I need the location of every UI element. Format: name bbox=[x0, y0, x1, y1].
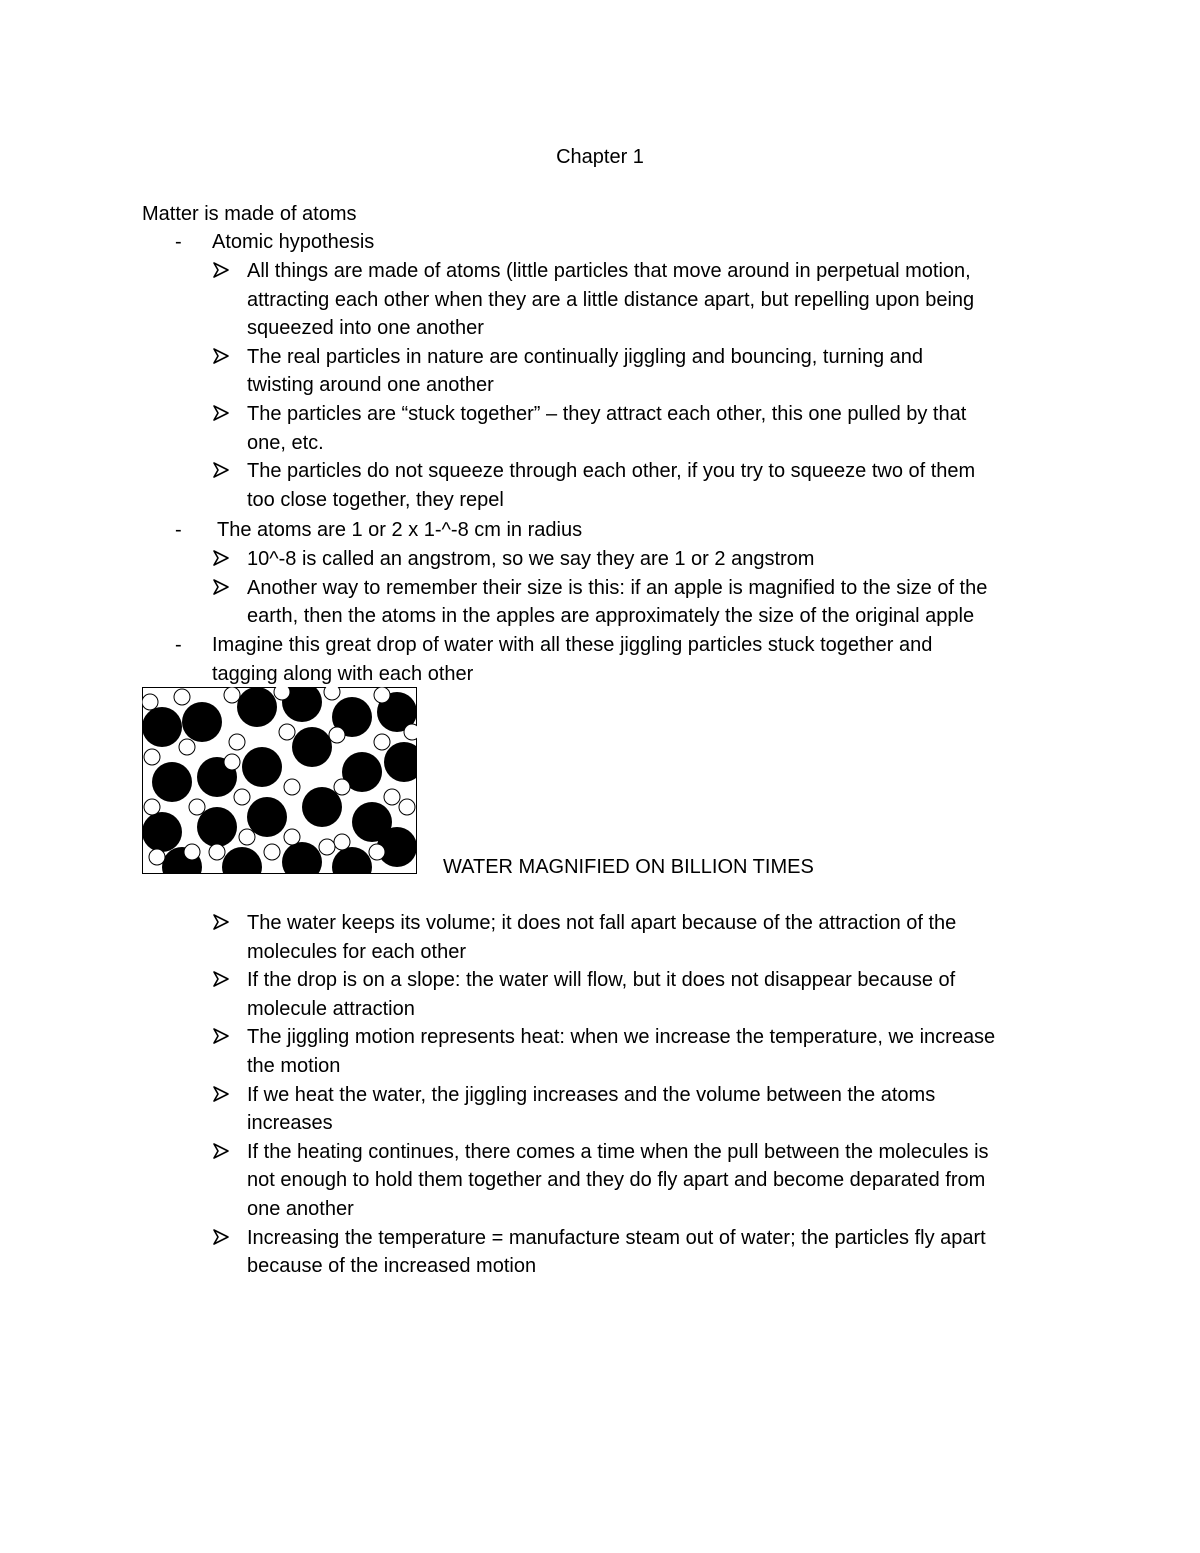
small-particle bbox=[319, 839, 335, 855]
arrowhead-bullet-icon bbox=[212, 576, 230, 605]
arrowhead-bullet-icon bbox=[212, 547, 230, 576]
arrowhead-bullet-icon bbox=[212, 911, 230, 940]
large-particle bbox=[152, 762, 192, 802]
bullet-text-line: twisting around one another bbox=[247, 374, 494, 397]
arrowhead-bullet-icon bbox=[212, 345, 230, 374]
small-particle bbox=[224, 687, 240, 703]
bullet-text-line: molecule attraction bbox=[247, 997, 415, 1020]
arrowhead-bullet-icon bbox=[212, 1226, 230, 1255]
bullet-text-line: one, etc. bbox=[247, 431, 324, 454]
small-particle bbox=[334, 834, 350, 850]
large-particle bbox=[237, 687, 277, 727]
arrowhead-bullet-icon bbox=[212, 968, 230, 997]
bullet-text-line: If the heating continues, there comes a time when the pull between the molecules is bbox=[247, 1140, 989, 1163]
dash-bullet: - bbox=[175, 634, 182, 656]
small-particle bbox=[174, 689, 190, 705]
bullet-text-line: not enough to hold them together and they do fly apart and become deparated from bbox=[247, 1169, 986, 1192]
bullet-text-line: The real particles in nature are continually jiggling and bouncing, turning and bbox=[247, 345, 923, 368]
dash-bullet: - bbox=[175, 519, 182, 541]
small-particle bbox=[369, 844, 385, 860]
bullet-text-line: All things are made of atoms (little particles that move around in perpetual motion, bbox=[247, 260, 971, 282]
small-particle bbox=[229, 734, 245, 750]
bullet-text-line: The jiggling motion represents heat: when we increase the temperature, we increase bbox=[247, 1026, 996, 1049]
bullet-text-line: The particles do not squeeze through each other, if you try to squeeze two of them bbox=[247, 460, 976, 483]
bullet-text-line: If we heat the water, the jiggling increases and the volume between the atoms bbox=[247, 1083, 936, 1106]
small-particle bbox=[384, 789, 400, 805]
small-particle bbox=[274, 687, 290, 700]
section2-label: The atoms are 1 or 2 x 1-^-8 cm in radius bbox=[217, 519, 583, 541]
small-particle bbox=[404, 724, 417, 740]
arrowhead-bullet-icon bbox=[212, 459, 230, 488]
small-particle bbox=[144, 749, 160, 765]
bullet-text-line: too close together, they repel bbox=[247, 488, 504, 511]
small-particle bbox=[374, 687, 390, 703]
bullet-text-line: one another bbox=[247, 1198, 354, 1220]
section3-line: tagging along with each other bbox=[212, 663, 474, 685]
small-particle bbox=[264, 844, 280, 860]
page-title: Chapter 1 bbox=[556, 146, 644, 168]
arrowhead-bullet-icon bbox=[212, 1083, 230, 1112]
small-particle bbox=[142, 694, 158, 710]
bullet-text-line: molecules for each other bbox=[247, 940, 467, 963]
small-particle bbox=[144, 799, 160, 815]
small-particle bbox=[179, 739, 195, 755]
large-particle bbox=[142, 812, 182, 852]
bullet-text-line: because of the increased motion bbox=[247, 1255, 537, 1278]
small-particle bbox=[284, 779, 300, 795]
bullet-text-line: Increasing the temperature = manufacture steam out of water; the particles fly apart bbox=[247, 1226, 986, 1249]
arrowhead-bullet-icon bbox=[212, 1140, 230, 1169]
small-particle bbox=[189, 799, 205, 815]
small-particle bbox=[279, 724, 295, 740]
section3-line: Imagine this great drop of water with all these jiggling particles stuck together and bbox=[212, 634, 933, 656]
arrowhead-bullet-icon bbox=[212, 259, 230, 288]
dash-bullet: - bbox=[175, 231, 182, 253]
small-particle bbox=[399, 799, 415, 815]
small-particle bbox=[329, 727, 345, 743]
large-particle bbox=[242, 747, 282, 787]
bullet-text-line: Another way to remember their size is this: if an apple is magnified to the size of the bbox=[247, 576, 988, 599]
arrowhead-bullet-icon bbox=[212, 402, 230, 431]
bullet-text-line: attracting each other when they are a little distance apart, but repelling upon being bbox=[247, 288, 975, 311]
small-particle bbox=[234, 789, 250, 805]
bullet-text-line: increases bbox=[247, 1112, 333, 1135]
small-particle bbox=[239, 829, 255, 845]
large-particle bbox=[292, 727, 332, 767]
small-particle bbox=[374, 734, 390, 750]
small-particle bbox=[184, 844, 200, 860]
bullet-text-line: earth, then the atoms in the apples are approximately the size of the original apple bbox=[247, 605, 975, 628]
figure-caption: WATER MAGNIFIED ON BILLION TIMES bbox=[443, 856, 814, 878]
bullet-text-line: The water keeps its volume; it does not fall apart because of the attraction of the bbox=[247, 912, 957, 934]
water-molecules-figure bbox=[142, 687, 417, 874]
small-particle bbox=[149, 849, 165, 865]
small-particle bbox=[209, 844, 225, 860]
bullet-text-line: the motion bbox=[247, 1055, 341, 1077]
large-particle bbox=[182, 702, 222, 742]
bullet-text-line: squeezed into one another bbox=[247, 317, 484, 340]
small-particle bbox=[224, 754, 240, 770]
bullet-text-line: 10^-8 is called an angstrom, so we say they are 1 or 2 angstrom bbox=[247, 548, 815, 570]
small-particle bbox=[324, 687, 340, 700]
bullet-text-line: The particles are “stuck together” – they attract each other, this one pulled by that bbox=[247, 403, 967, 425]
small-particle bbox=[334, 779, 350, 795]
small-particle bbox=[284, 829, 300, 845]
section-heading: Matter is made of atoms bbox=[142, 203, 357, 225]
bullet-text-line: If the drop is on a slope: the water will flow, but it does not disappear because of bbox=[247, 969, 956, 992]
section1-label: Atomic hypothesis bbox=[212, 231, 375, 253]
arrowhead-bullet-icon bbox=[212, 1025, 230, 1054]
large-particle bbox=[142, 707, 182, 747]
